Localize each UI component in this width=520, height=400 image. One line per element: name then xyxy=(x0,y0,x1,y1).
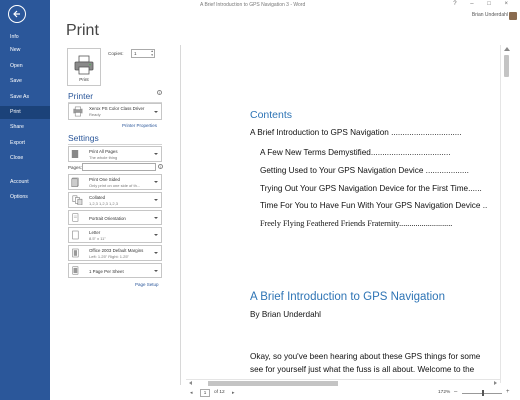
dropdown-secondary-text: The whole thing xyxy=(89,155,118,160)
contents-heading: Contents xyxy=(250,109,293,121)
dropdown-primary-text: Portrait Orientation xyxy=(89,216,126,221)
copies-value: 1 xyxy=(134,51,137,56)
pages-input[interactable] xyxy=(82,163,156,171)
chevron-down-icon xyxy=(154,270,158,272)
page-per-sheet-icon xyxy=(71,266,79,275)
print-button-label: Print xyxy=(79,77,89,82)
toc-entry: Freely Flying Feathered Friends Fraternity.......................... xyxy=(260,219,453,228)
backstage-nav xyxy=(0,0,50,400)
sides-dropdown[interactable] xyxy=(68,174,162,190)
back-button[interactable] xyxy=(8,5,26,23)
dropdown-primary-text: 1 Page Per Sheet xyxy=(89,269,124,274)
printer-dropdown[interactable] xyxy=(68,103,162,120)
toc-entry: Trying Out Your GPS Navigation Device for the First Time...... xyxy=(260,184,482,193)
printer-name: Xerox PS Color Class Driver xyxy=(89,106,145,111)
zoom-out-icon[interactable]: – xyxy=(454,389,458,395)
scroll-left-icon[interactable] xyxy=(189,381,192,385)
nav-save[interactable]: Save xyxy=(10,78,22,84)
pages-per-sheet-dropdown[interactable] xyxy=(68,263,162,278)
spin-arrows-icon[interactable]: ▴ ▾ xyxy=(151,49,153,57)
dropdown-primary-text: Print All Pages xyxy=(89,149,118,154)
one-sided-icon xyxy=(71,177,79,187)
copies-label: Copies: xyxy=(108,51,124,56)
nav-close[interactable]: Close xyxy=(10,155,24,161)
nav-info[interactable]: Info xyxy=(10,34,19,40)
margins-icon xyxy=(71,248,79,258)
zoom-level[interactable]: 172% xyxy=(438,390,451,395)
zoom-in-icon[interactable]: + xyxy=(506,389,510,395)
settings-section-title: Settings xyxy=(68,133,99,143)
dropdown-primary-text: Collated xyxy=(89,195,106,200)
chevron-down-icon xyxy=(154,153,158,155)
previous-page-icon[interactable]: ◂ xyxy=(190,390,193,396)
copies-stepper[interactable] xyxy=(131,49,155,58)
toc-entry: Time For You to Have Fun With Your GPS Navigation Device .. xyxy=(260,201,488,210)
page-count: of 12 xyxy=(214,390,225,395)
margins-dropdown[interactable] xyxy=(68,245,162,261)
print-preview-page xyxy=(184,45,494,383)
nav-save-as[interactable]: Save As xyxy=(10,94,30,100)
window-title: A Brief Introduction to GPS Navigation 3 - Word xyxy=(200,2,306,8)
zoom-slider-thumb[interactable] xyxy=(482,390,484,396)
status-bar xyxy=(186,388,520,400)
dropdown-primary-text: Print One Sided xyxy=(89,177,120,182)
dropdown-secondary-text: Left: 1.25" Right: 1.25" xyxy=(89,254,129,259)
scroll-thumb[interactable] xyxy=(208,381,338,386)
print-range-dropdown[interactable] xyxy=(68,146,162,162)
nav-share[interactable]: Share xyxy=(10,124,24,130)
paper-icon xyxy=(71,230,79,240)
nav-export[interactable]: Export xyxy=(10,140,25,146)
toc-entry: A Few New Terms Demystified................................... xyxy=(260,148,451,157)
dropdown-primary-text: Letter xyxy=(89,230,101,235)
vertical-scrollbar[interactable] xyxy=(500,45,512,383)
document-paragraph-line: see for yourself just what the fuss is all about. Welcome to the xyxy=(250,365,475,374)
paper-size-dropdown[interactable] xyxy=(68,227,162,243)
scroll-up-icon[interactable] xyxy=(504,47,510,51)
page-setup-link[interactable]: Page Setup xyxy=(135,282,159,287)
orientation-dropdown[interactable] xyxy=(68,210,162,225)
printer-status: Ready xyxy=(89,112,101,117)
scroll-thumb[interactable] xyxy=(504,55,509,77)
document-byline: By Brian Underdahl xyxy=(250,310,321,319)
toc-entry: A Brief Introduction to GPS Navigation ............................... xyxy=(250,128,462,137)
print-button[interactable] xyxy=(67,48,101,86)
chevron-down-icon xyxy=(154,181,158,183)
next-page-icon[interactable]: ▸ xyxy=(232,390,235,396)
dropdown-secondary-text: 1,2,3 1,2,3 1,2,3 xyxy=(89,201,118,206)
horizontal-scrollbar[interactable] xyxy=(186,379,500,386)
toc-entry: Getting Used to Your GPS Navigation Device ................... xyxy=(260,166,469,175)
back-arrow-icon xyxy=(12,9,22,19)
dropdown-secondary-text: 8.5" x 11" xyxy=(89,236,106,241)
printer-icon xyxy=(73,55,95,75)
dropdown-secondary-text: Only print on one side of th... xyxy=(89,183,141,188)
scroll-right-icon[interactable] xyxy=(494,381,497,385)
info-icon[interactable]: i xyxy=(158,164,163,169)
nav-options[interactable]: Options xyxy=(10,194,28,200)
nav-print[interactable]: Print xyxy=(0,106,50,119)
chevron-down-icon xyxy=(154,217,158,219)
printer-section-title: Printer xyxy=(68,91,94,101)
chevron-down-icon xyxy=(154,111,158,113)
printer-properties-link[interactable]: Printer Properties xyxy=(122,123,158,128)
collated-icon xyxy=(71,195,83,205)
pages-icon xyxy=(71,149,79,159)
document-paragraph-line: Okay, so you've been hearing about these GPS things for some xyxy=(250,352,481,361)
nav-new[interactable]: New xyxy=(10,47,21,53)
collation-dropdown[interactable] xyxy=(68,192,162,208)
avatar[interactable] xyxy=(509,12,517,20)
dropdown-primary-text: Office 2003 Default Margins xyxy=(89,248,144,253)
document-heading: A Brief Introduction to GPS Navigation xyxy=(250,291,445,303)
nav-open[interactable]: Open xyxy=(10,63,23,69)
title-bar xyxy=(50,0,520,18)
portrait-icon xyxy=(71,213,79,222)
page-title: Print xyxy=(66,22,99,39)
printer-icon xyxy=(71,106,83,117)
divider xyxy=(180,45,181,385)
pages-label: Pages: xyxy=(68,165,83,170)
nav-account[interactable]: Account xyxy=(10,179,29,185)
chevron-down-icon xyxy=(154,252,158,254)
window-controls[interactable]: ? – □ × xyxy=(453,1,514,7)
chevron-down-icon xyxy=(154,199,158,201)
divider xyxy=(68,144,162,145)
chevron-down-icon xyxy=(154,234,158,236)
current-page-input[interactable]: 1 xyxy=(200,389,210,397)
user-name[interactable]: Brian Underdahl xyxy=(471,12,508,18)
info-icon[interactable]: i xyxy=(157,90,162,95)
